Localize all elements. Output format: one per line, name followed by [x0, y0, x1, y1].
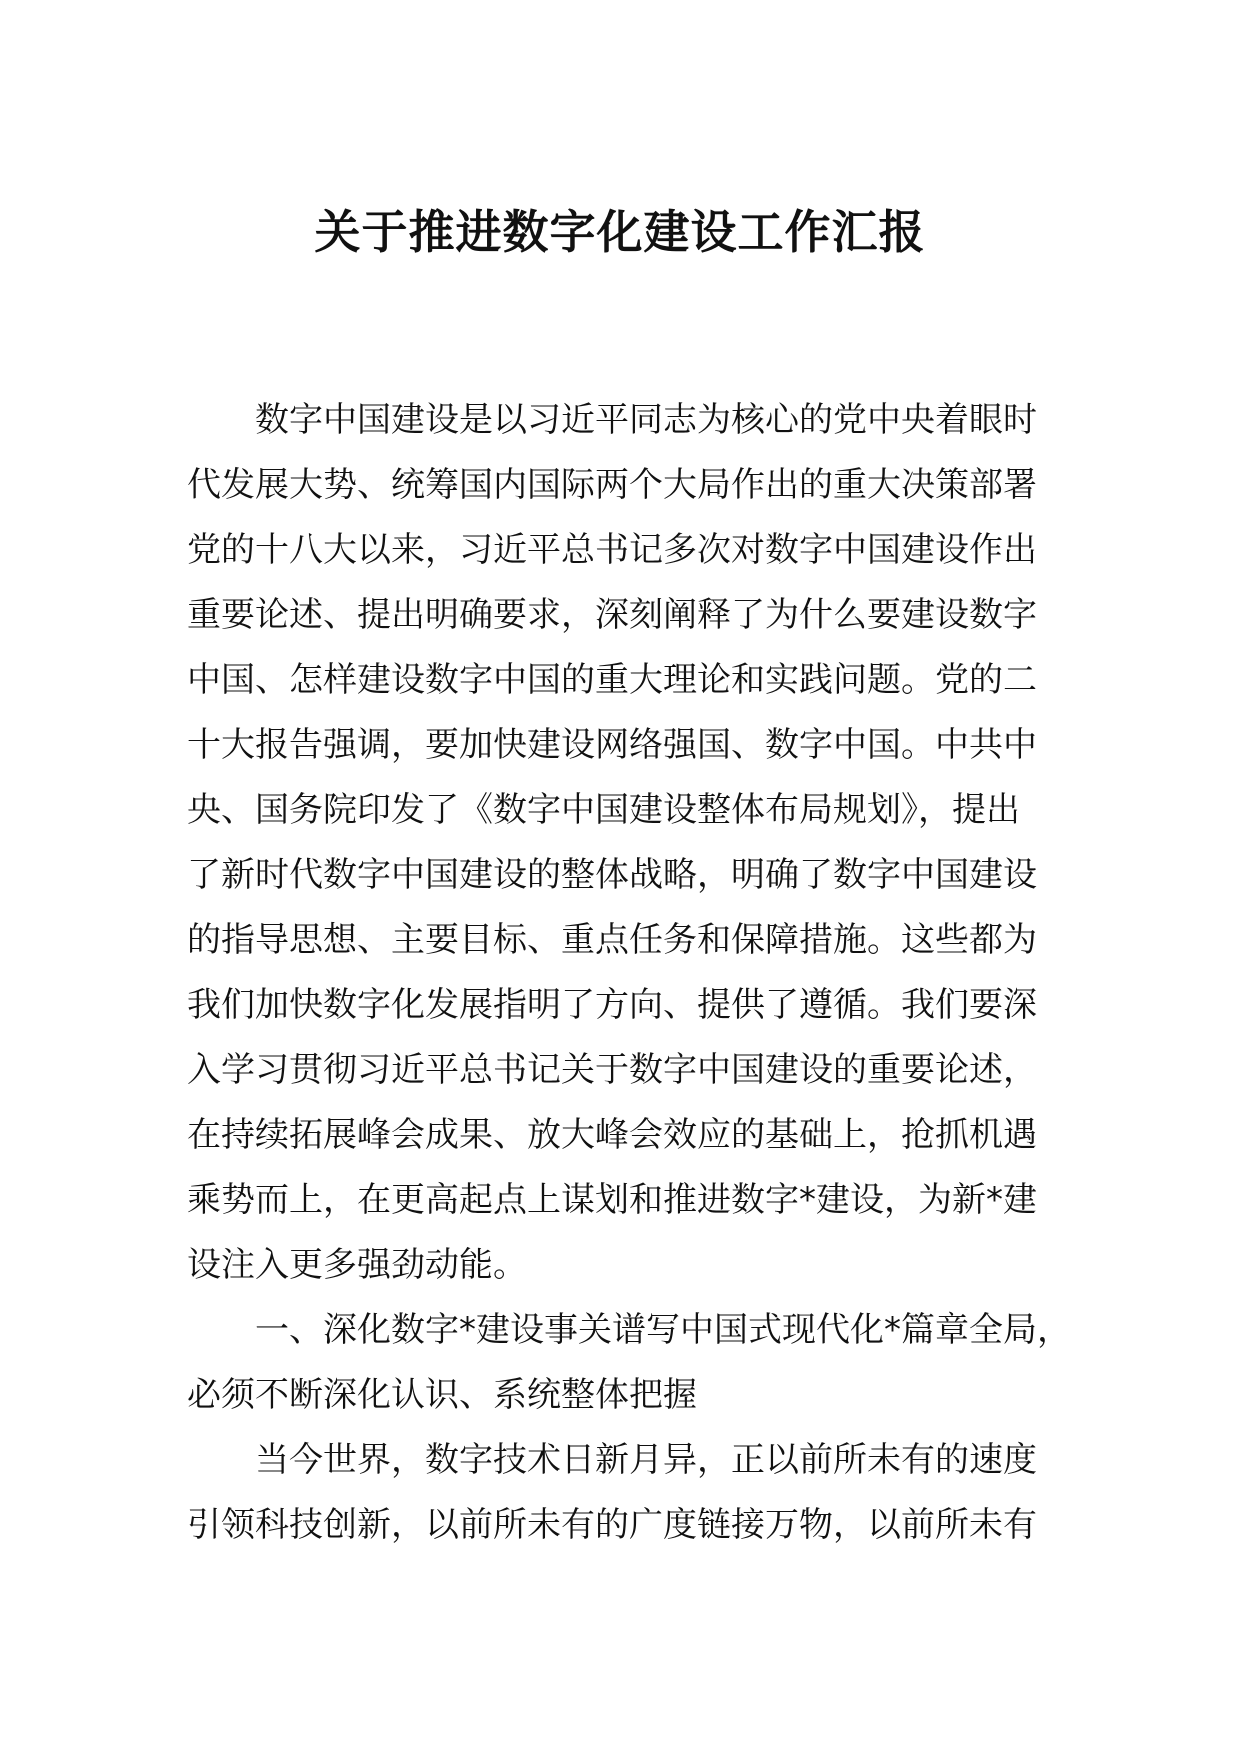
paragraph-line: 数字中国建设是以习近平同志为核心的党中央着眼时 [255, 400, 1037, 440]
paragraph-line: 代发展大势、统筹国内国际两个大局作出的重大决策部署 [187, 465, 1037, 505]
paragraph-line: 在持续拓展峰会成果、放大峰会效应的基础上，抢抓机遇 [187, 1115, 1037, 1155]
paragraph-line: 的指导思想、主要目标、重点任务和保障措施。这些都为 [187, 920, 1037, 960]
paragraph-line: 我们加快数字化发展指明了方向、提供了遵循。我们要深 [187, 985, 1037, 1025]
paragraph-line: 入学习贯彻习近平总书记关于数字中国建设的重要论述， [187, 1050, 1037, 1090]
paragraph-line: 引领科技创新，以前所未有的广度链接万物，以前所未有 [187, 1505, 1037, 1545]
section-heading-line: 一、深化数字*建设事关谱写中国式现代化*篇章全局， [255, 1310, 1071, 1350]
paragraph-line: 乘势而上，在更高起点上谋划和推进数字*建设，为新*建 [187, 1180, 1037, 1220]
paragraph-line: 了新时代数字中国建设的整体战略，明确了数字中国建设 [187, 855, 1037, 895]
paragraph-line: 中国、怎样建设数字中国的重大理论和实践问题。党的二 [187, 660, 1037, 700]
paragraph-line: 党的十八大以来，习近平总书记多次对数字中国建设作出 [187, 530, 1037, 570]
paragraph-line: 重要论述、提出明确要求，深刻阐释了为什么要建设数字 [187, 595, 1037, 635]
section-heading-line: 必须不断深化认识、系统整体把握 [187, 1375, 697, 1415]
paragraph-line: 十大报告强调，要加快建设网络强国、数字中国。中共中 [187, 725, 1037, 765]
document-body [187, 388, 1071, 1558]
document-title: 关于推进数字化建设工作汇报 [314, 205, 926, 259]
paragraph-line: 当今世界，数字技术日新月异，正以前所未有的速度 [255, 1440, 1037, 1480]
paragraph-line: 设注入更多强劲动能。 [187, 1245, 527, 1285]
paragraph-line: 央、国务院印发了《数字中国建设整体布局规划》，提出 [187, 790, 1020, 830]
